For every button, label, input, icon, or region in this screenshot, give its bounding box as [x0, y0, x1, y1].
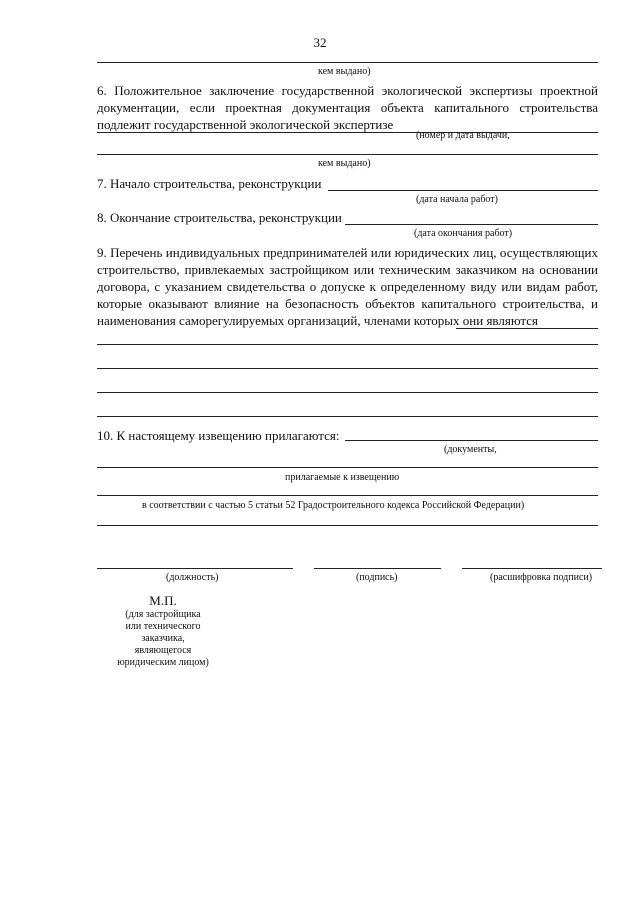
- section-9-line3: договора, с указанием свидетельства о допуске к определенному виду или видам работ,: [97, 279, 598, 294]
- caption-per-code: в соответствии с частью 5 статьи 52 Градостроительного кодекса Российской Федерации): [142, 500, 525, 511]
- stamp-line: юридическим лицом): [117, 657, 209, 668]
- caption-attached: прилагаемые к извещению: [285, 472, 400, 483]
- caption-issued-by: кем выдано): [318, 66, 371, 77]
- caption-position: (должность): [166, 572, 219, 583]
- field-line: [97, 62, 598, 63]
- end-date-field[interactable]: [345, 224, 598, 225]
- field-line[interactable]: [97, 467, 598, 468]
- position-field[interactable]: [97, 568, 293, 569]
- field-line[interactable]: [97, 154, 598, 155]
- field-line[interactable]: [456, 328, 598, 329]
- signature-field[interactable]: [314, 568, 441, 569]
- stamp-line: (для застройщика: [125, 609, 201, 620]
- attachments-field[interactable]: [345, 440, 598, 441]
- caption-decoding: (расшифровка подписи): [490, 572, 593, 583]
- section-9-line5: наименования саморегулируемых организаций, членами которых они являются: [97, 313, 538, 328]
- page-number: 32: [313, 35, 327, 50]
- section-7-label: 7. Начало строительства, реконструкции: [97, 176, 322, 191]
- section-8-label: 8. Окончание строительства, реконструкции: [97, 210, 342, 225]
- field-line[interactable]: [97, 525, 598, 526]
- field-line[interactable]: [97, 368, 598, 369]
- stamp-line: заказчика,: [141, 633, 185, 644]
- caption-number-date: (номер и дата выдачи,: [416, 130, 510, 141]
- section-9-line2: строительство, привлекаемых застройщиком или техническим заказчиком на основании: [97, 262, 598, 277]
- section-10-label: 10. К настоящему извещению прилагаются:: [97, 428, 340, 443]
- caption-signature: (подпись): [356, 572, 398, 583]
- section-6-line1: 6. Положительное заключение государственной экологической экспертизы проектной: [97, 83, 598, 98]
- stamp-line: или технического: [125, 621, 201, 632]
- field-line[interactable]: [97, 392, 598, 393]
- section-9-line4: которые оказывают влияние на безопасность объектов капитального строительства, и: [97, 296, 598, 311]
- field-line[interactable]: [97, 344, 598, 345]
- stamp-mp: М.П.: [149, 593, 177, 608]
- decoding-field[interactable]: [462, 568, 602, 569]
- field-line[interactable]: [97, 495, 598, 496]
- caption-start-date: (дата начала работ): [416, 194, 498, 205]
- stamp-line: являющегося: [134, 645, 192, 656]
- field-line[interactable]: [97, 416, 598, 417]
- start-date-field[interactable]: [328, 190, 598, 191]
- field-line[interactable]: [97, 132, 598, 133]
- caption-issued-by: кем выдано): [318, 158, 371, 169]
- caption-end-date: (дата окончания работ): [414, 228, 513, 239]
- section-6-line3: подлежит государственной экологической экспертизе: [97, 117, 394, 132]
- caption-documents: (документы,: [444, 444, 497, 455]
- stamp-block: [108, 593, 218, 669]
- section-9-line1: 9. Перечень индивидуальных предпринимателей или юридических лиц, осуществляющих: [97, 245, 598, 260]
- section-6-line2: документации, если проектная документация объекта капитального строительства: [97, 100, 598, 115]
